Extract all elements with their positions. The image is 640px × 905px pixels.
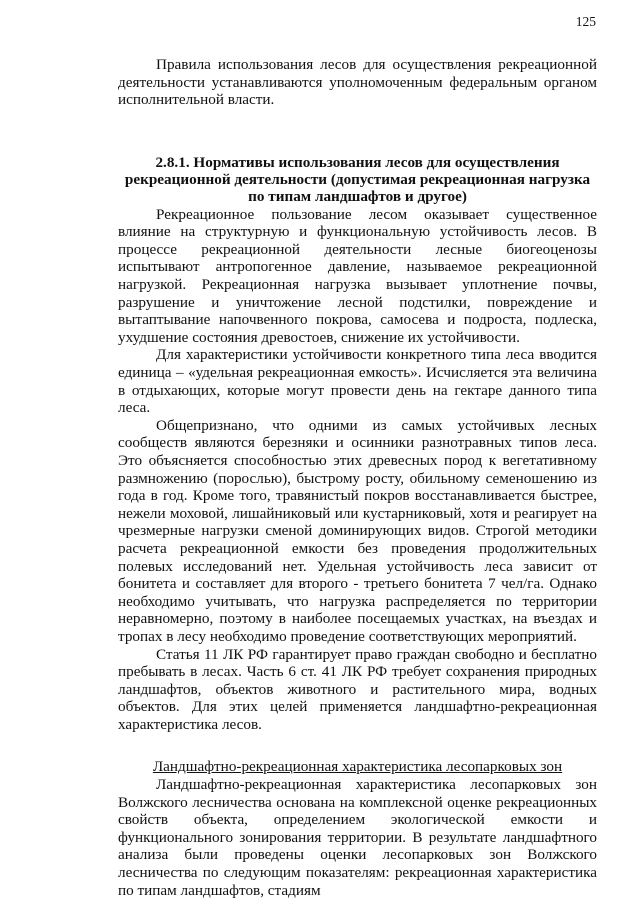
paragraph-forest-code-article: Статья 11 ЛК РФ гарантирует право граждан свободно и бесплатно пребывать в лесах. Часть 6 ст. 41 ЛК РФ требует сохранения природных ландшафтов, объектов животного и растительного мира, водных объектов. Для этих целей применяется ландшафтно-рекреационная характеристика лесов. [118,645,597,733]
paragraph-landscape-characteristic: Ландшафтно-рекреационная характеристика лесопарковых зон Волжского лесничества основана на комплексной оценке рекреационных свойств объекта, определением экологической емкости и функционального зонирования территории. В результате ландшафтного анализа были проведены оценки лесопарковых зон Волжского лесничества по следующим показателям: рекреационная характеристика по типам ландшафтов, стадиям [118,776,597,899]
paragraph-recreational-use: Рекреационное пользование лесом оказывает существенное влияние на структурную и функциональную устойчивость лесов. В процессе рекреационной деятельности лесные биогеоценозы испытывают антропогенное давление, называемое рекреационной нагрузкой. Рекреационная нагрузка вызывает уплотнение почвы, разрушение и уничтожение лесной подстилки, повреждение и вытаптывание напочвенного покрова, самосева и подроста, подлеска, ухудшение состояния древостоев, снижение их устойчивости. [118,205,597,346]
section-heading: 2.8.1. Нормативы использования лесов для осуществления рекреационной деятельности (допустимая рекреационная нагрузка по типам ландшафтов и другое) [124,153,591,206]
paragraph-resistant-communities: Общепризнано, что одними из самых устойчивых лесных сообществ являются березняки и осинники разнотравных типов леса. Это объясняется способностью этих древесных пород к вегетативному размножению (порослью), быстрому росту, обильному семеношению из года в год. Кроме того, травянистый покров восстанавливается быстрее, нежели моховой, лишайниковый или кустарниковый, хотя и реагирует на чрезмерные нагрузки сменой доминирующих видов. Строгой методики расчета рекреационной емкости без проведения продолжительных полевых исследований нет. Удельная устойчивость леса зависит от бонитета и составляет для второго - третьего бонитета 7 чел/га. Однако необходимо учитывать, что нагрузка распределяется по территории неравномерно, поэтому в наиболее посещаемых участках, на въездах и тропах в лесу необходимо проведение соответствующих мероприятий. [118,416,597,645]
intro-paragraph: Правила использования лесов для осуществления рекреационной деятельности устанавливаются уполномоченным федеральным органом исполнительной власти. [118,56,597,109]
subsection-heading: Ландшафтно-рекреационная характеристика лесопарковых зон [152,758,563,776]
page-number: 125 [575,14,596,29]
paragraph-recreational-capacity-unit: Для характеристики устойчивости конкретного типа леса вводится единица – «удельная рекреационная емкость». Исчисляется эта величина в отдыхающих, которые могут провести день на гектаре данного типа леса. [118,346,597,417]
